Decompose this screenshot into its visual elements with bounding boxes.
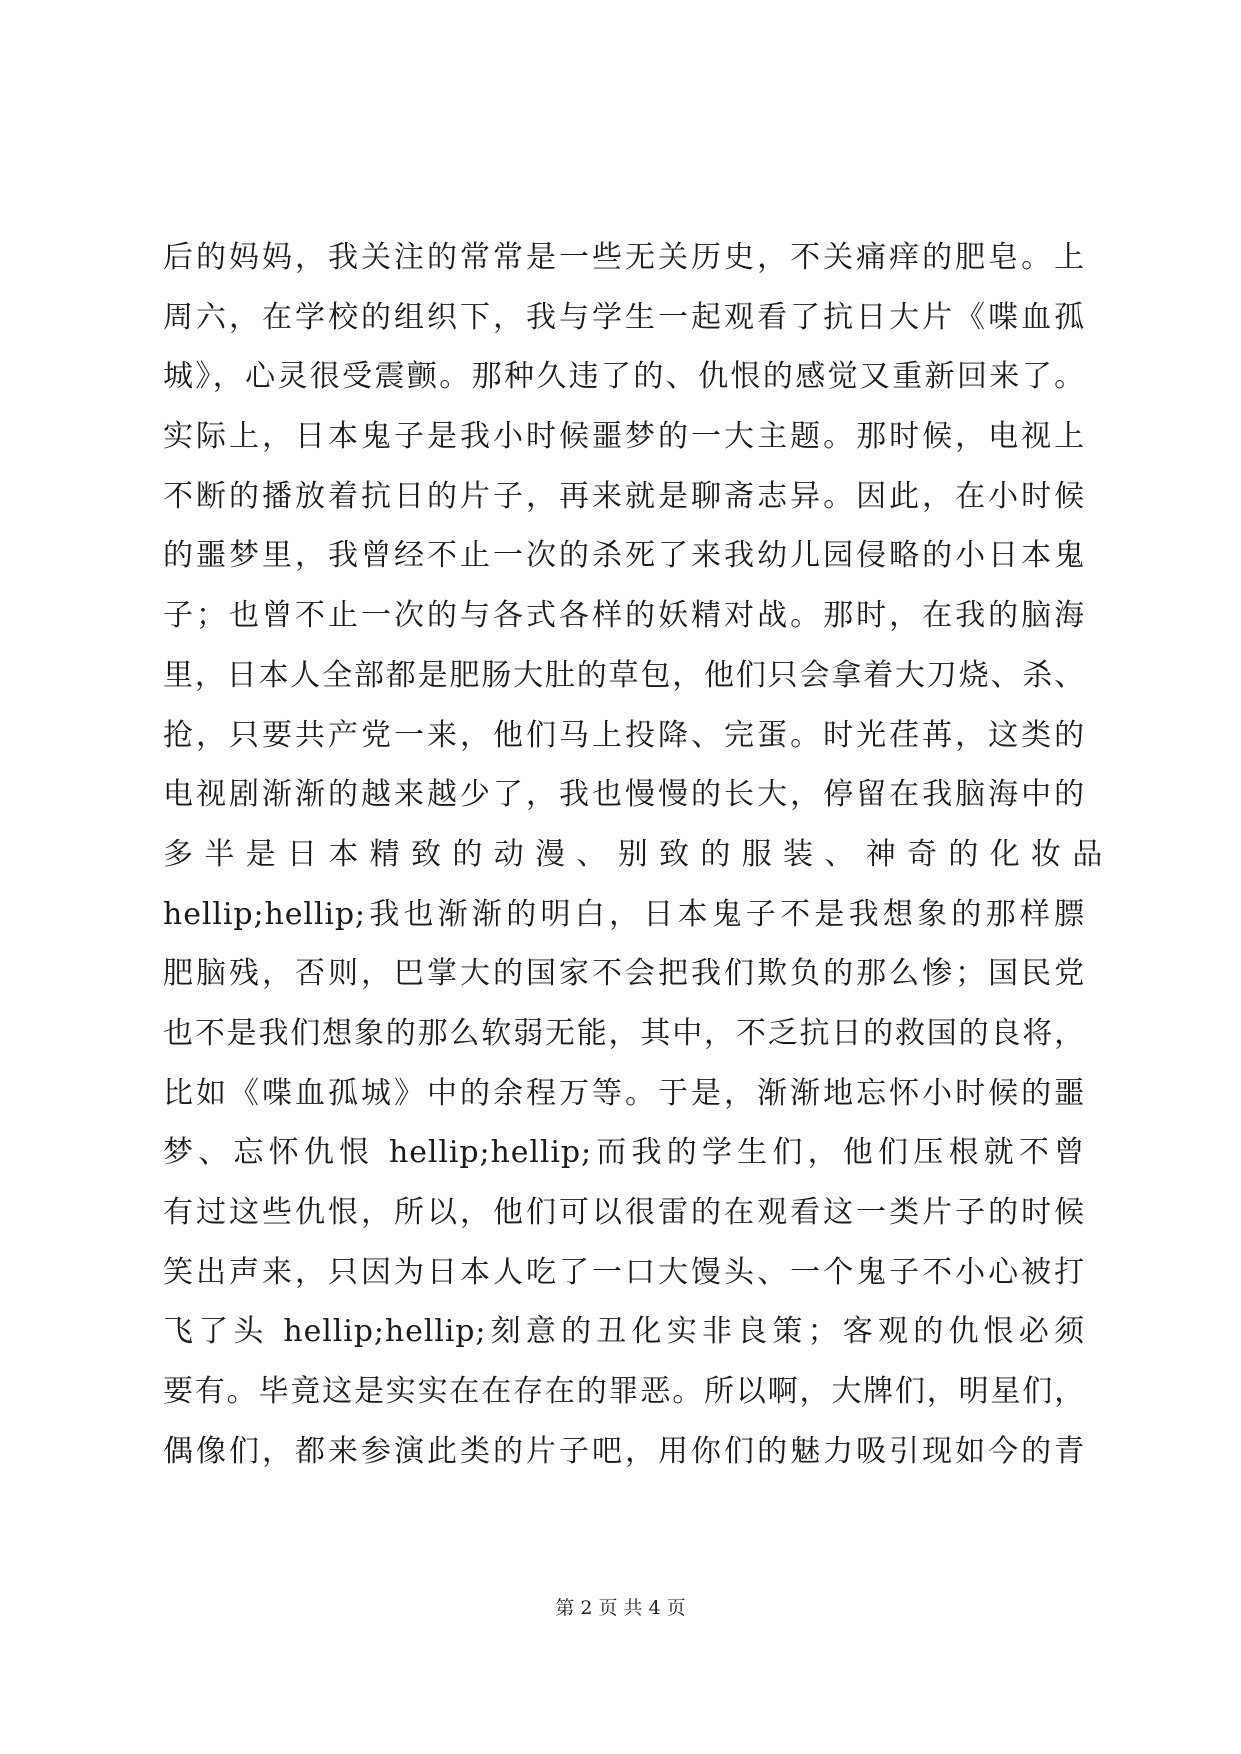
text-line: 城》，心灵很受震颤。那种久违了的、仇恨的感觉又重新回来了。 [163, 359, 1085, 395]
text-line: 周六，在学校的组织下，我与学生一起观看了抗日大片《喋血孤 [163, 299, 1085, 335]
text-line: 电视剧渐渐的越来越少了，我也慢慢的长大，停留在我脑海中的 [163, 777, 1085, 813]
text-line: 比如《喋血孤城》中的余程万等。于是，渐渐地忘怀小时候的噩 [163, 1075, 1085, 1111]
text-line: 飞了头 hellip;hellip;刻意的丑化实非良策；客观的仇恨必须 [163, 1314, 1085, 1350]
text-line: 有过这些仇恨，所以，他们可以很雷的在观看这一类片子的时候 [163, 1195, 1085, 1230]
text-line: 笑出声来，只因为日本人吃了一口大馒头、一个鬼子不小心被打 [163, 1254, 1085, 1290]
text-line: 不断的播放着抗日的片子，再来就是聊斋志异。因此，在小时候 [163, 478, 1085, 514]
text-line: 梦、忘怀仇恨 hellip;hellip;而我的学生们，他们压根就不曾 [163, 1135, 1085, 1171]
text-line: 子；也曾不止一次的与各式各样的妖精对战。那时，在我的脑海 [163, 598, 1085, 634]
text-line: 要有。毕竟这是实实在在存在的罪恶。所以啊，大牌们，明星们， [163, 1374, 1085, 1410]
text-line: 后的妈妈，我关注的常常是一些无关历史，不关痛痒的肥皂。上 [163, 240, 1085, 275]
body-text [163, 228, 1104, 1481]
text-line: 实际上，日本鬼子是我小时候噩梦的一大主题。那时候，电视上 [163, 419, 1085, 455]
text-line: 的噩梦里，我曾经不止一次的杀死了来我幼儿园侵略的小日本鬼 [163, 538, 1085, 574]
text-line: 多 半 是 日 本 精 致 的 动 漫 、 别 致 的 服 装 、 神 奇 的 化 妆 品 [163, 836, 1104, 872]
text-line: 抢，只要共产党一来，他们马上投降、完蛋。时光荏苒，这类的 [163, 717, 1085, 753]
text-line: 偶像们，都来参演此类的片子吧，用你们的魅力吸引现如今的青 [163, 1433, 1085, 1469]
page-number-footer: 第 2 页 共 4 页 [555, 1597, 686, 1619]
text-line: 里，日本人全部都是肥肠大肚的草包，他们只会拿着大刀烧、杀、 [163, 657, 1085, 693]
text-line: hellip;hellip;我也渐渐的明白，日本鬼子不是我想象的那样膘 [163, 896, 1085, 932]
text-line: 也不是我们想象的那么软弱无能，其中，不乏抗日的救国的良将， [163, 1015, 1085, 1051]
text-line: 肥脑残，否则，巴掌大的国家不会把我们欺负的那么惨；国民党 [163, 956, 1085, 992]
